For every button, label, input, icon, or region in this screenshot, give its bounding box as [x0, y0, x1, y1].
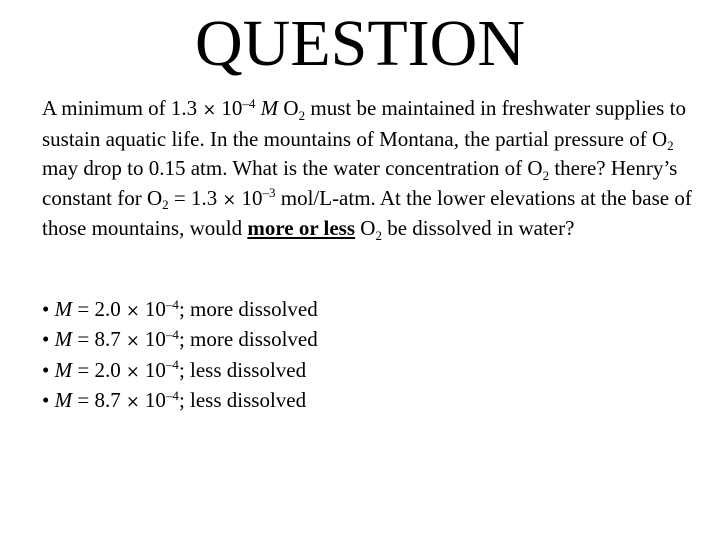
answer-rest: ; more dissolved [178, 327, 318, 352]
answer-eq: = 8.7 [77, 387, 121, 412]
answer-option[interactable] [42, 325, 682, 355]
answer-option[interactable] [42, 386, 682, 416]
question-part: mol/L-atm. At the lower elevations at the base of those mountains, would [42, 185, 692, 240]
subscript: 2 [375, 227, 382, 243]
power-base: 10 [144, 327, 166, 352]
power-base: 10 [144, 387, 166, 412]
bullet: • [42, 387, 50, 412]
question-part: may drop to 0.15 atm. What is the water concentration of O [42, 156, 543, 180]
emphasis-text: more or less [247, 216, 356, 240]
bullet: • [42, 297, 50, 321]
bullet: • [42, 327, 50, 352]
answer-list [42, 295, 682, 416]
bullet: • [42, 357, 50, 382]
multiply-sign: × [222, 189, 237, 209]
oxygen-symbol: O [360, 216, 376, 240]
subscript: 2 [667, 138, 674, 154]
answer-eq: = 2.0 [77, 357, 121, 382]
answer-rest: ; less dissolved [178, 387, 307, 412]
multiply-sign: × [125, 391, 140, 411]
answer-var: M [54, 357, 73, 382]
question-part: be dissolved in water? [387, 216, 575, 240]
multiply-sign: × [125, 361, 140, 381]
exponent: –4 [165, 387, 179, 403]
subscript: 2 [298, 107, 306, 123]
power-base: 10 [241, 185, 263, 210]
power-base: 10 [144, 357, 166, 382]
multiply-sign: × [202, 100, 217, 119]
answer-option[interactable] [42, 356, 682, 386]
exponent: –4 [165, 357, 179, 373]
power-base: 10 [144, 297, 166, 321]
answer-rest: ; more dissolved [178, 297, 318, 321]
question-part: must be maintained in freshwater supplies to sustain aquatic life. In the mountains of Montana, the partial pressure of O [42, 96, 686, 151]
exponent: –4 [165, 327, 179, 343]
power-base: 10 [221, 96, 243, 120]
question-part: there? Henry’s constant for O [42, 156, 678, 210]
question-text [42, 94, 702, 244]
exponent: –4 [165, 296, 179, 312]
answer-var: M [54, 327, 73, 352]
multiply-sign: × [125, 331, 140, 351]
answer-var: M [54, 297, 73, 321]
answer-var: M [54, 387, 73, 412]
slide-title: QUESTION [195, 7, 525, 80]
exponent: –4 [242, 95, 256, 111]
question-part: = 1.3 [173, 185, 218, 210]
molarity-unit: M [260, 96, 279, 120]
oxygen-symbol: O [283, 96, 299, 120]
exponent: –3 [262, 185, 276, 201]
answer-rest: ; less dissolved [178, 357, 307, 382]
subscript: 2 [162, 197, 169, 213]
subscript: 2 [542, 167, 550, 183]
answer-option[interactable] [42, 295, 682, 325]
multiply-sign: × [125, 301, 140, 320]
answer-eq: = 2.0 [77, 297, 121, 321]
answer-eq: = 8.7 [77, 327, 121, 352]
question-part: A minimum of 1.3 [42, 96, 198, 120]
